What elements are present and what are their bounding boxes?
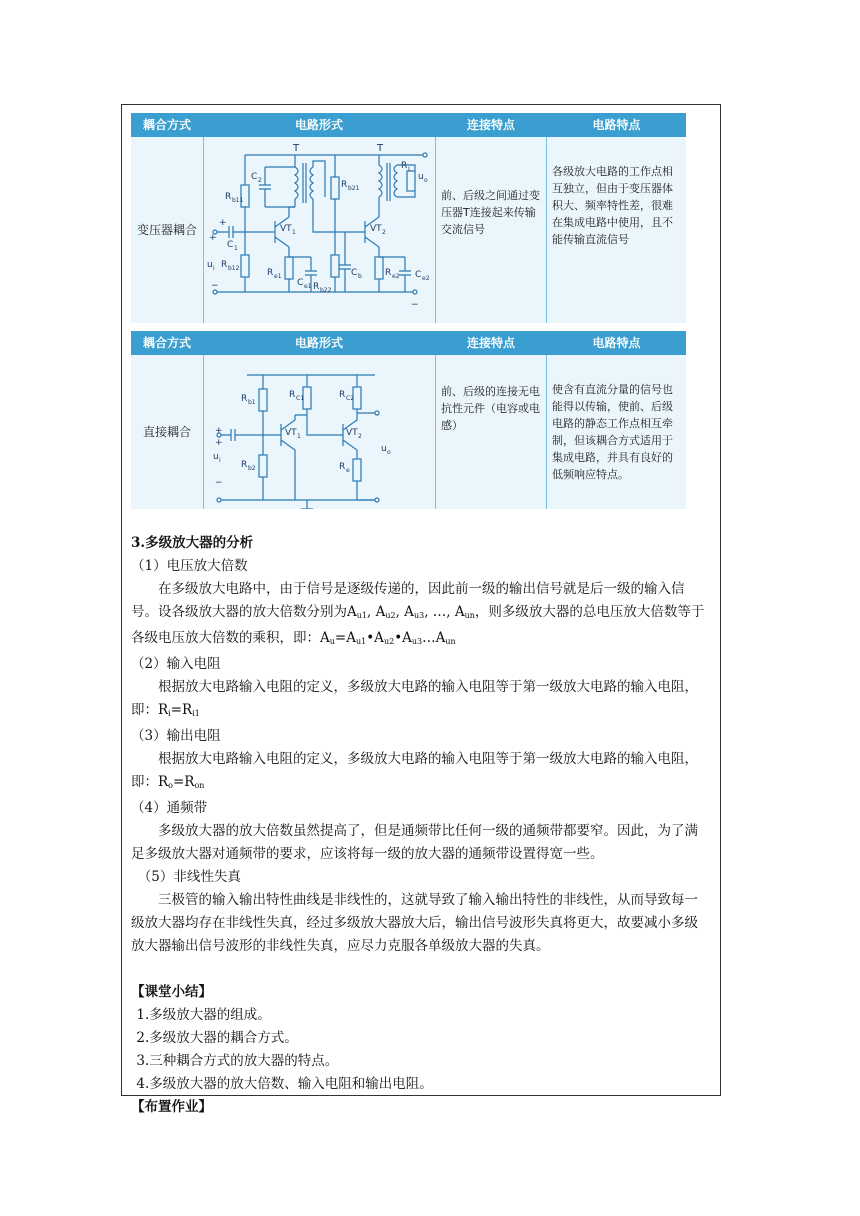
label-plus2: + bbox=[209, 233, 217, 243]
label-minus2: − bbox=[411, 300, 419, 310]
label-re2: R bbox=[385, 268, 392, 278]
connection-text: 前、后级之间通过变压器T连接起来传输交流信号 bbox=[441, 189, 540, 236]
label-ce1: C bbox=[297, 278, 304, 288]
row-label: 变压器耦合 bbox=[136, 223, 197, 237]
label-re: R bbox=[339, 462, 346, 472]
paragraph-input: 根据放大电路输入电阻的定义，多级放大电路的输入电阻等于第一级放大电路的输入电阻，即：$R_i=R_{i1}$ bbox=[131, 679, 698, 718]
label-cb: C bbox=[351, 268, 358, 278]
header-coupling: 耦合方式 bbox=[142, 336, 191, 350]
table-header bbox=[131, 331, 686, 355]
subsection-title-input: （2）输入电阻 bbox=[131, 656, 221, 672]
direct-coupled-circuit-diagram bbox=[205, 355, 435, 509]
features-text: 各级放大电路的工作点相互独立，但由于变压器体积大、频率特性差，很难在集成电路中使用，且不能传输直流信号 bbox=[552, 165, 673, 246]
label-rl: R bbox=[401, 161, 408, 171]
label-rc2: R bbox=[339, 390, 346, 400]
label-rb22-sub: b22 bbox=[320, 287, 332, 294]
label-rc1-sub: C1 bbox=[296, 395, 305, 402]
label-uo: u bbox=[418, 172, 424, 182]
label-rc2-sub: C2 bbox=[346, 395, 355, 402]
label-re2-sub: e2 bbox=[392, 273, 400, 280]
paragraph-output: 根据放大电路输入电阻的定义，多级放大电路的输入电阻等于第一级放大电路的输入电阻，即：$R_o=R_{on}$ bbox=[131, 751, 698, 790]
paragraph-bandwidth: 多级放大器的放大倍数虽然提高了，但是通频带比任何一级的通频带都要窄。因此，为了满足多级放大器对通频带的要求，应该将每一级的放大器的通频带设置得宽一些。 bbox=[131, 823, 698, 862]
label-re1-sub: e1 bbox=[274, 273, 282, 280]
label-rb1: R bbox=[241, 394, 248, 404]
label-vt2-sub: 2 bbox=[358, 433, 362, 440]
subsection-title-distortion: （5）非线性失真 bbox=[137, 869, 241, 885]
coupling-table-transformer bbox=[131, 113, 686, 323]
label-ui-sub: i bbox=[219, 457, 221, 464]
formula-output: $R_o=R_{on}$ bbox=[158, 774, 205, 790]
label-ce1-sub: e1 bbox=[304, 283, 312, 290]
summary-item: 3.三种耦合方式的放大器的特点。 bbox=[136, 1053, 339, 1069]
table-header bbox=[131, 113, 686, 137]
label-t1: T bbox=[293, 143, 300, 154]
summary-item: 1.多级放大器的组成。 bbox=[136, 1007, 271, 1023]
label-c2-sub: 2 bbox=[258, 177, 262, 184]
subsection-title-bandwidth: （4）通频带 bbox=[131, 800, 208, 816]
label-c2: C bbox=[251, 172, 258, 182]
label-ce2: C bbox=[415, 270, 422, 280]
label-vt2: VT bbox=[370, 224, 382, 234]
label-vt1-sub: 1 bbox=[292, 229, 296, 236]
header-coupling: 耦合方式 bbox=[142, 118, 191, 132]
label-rc1: R bbox=[289, 390, 296, 400]
paragraph-distortion: 三极管的输入输出特性曲线是非线性的，这就导致了输入输出特性的非线性，从而导致每一级放大器均存在非线性失真，经过多级放大器放大后，输出信号波形失真将更大，故要减小多级放大器输出信号波形的非线性失真，应尽力克服各单级放大器的失真。 bbox=[131, 892, 698, 954]
label-rb2-sub: b2 bbox=[248, 465, 256, 472]
label-rb12: R bbox=[221, 260, 228, 270]
label-c1-sub: 1 bbox=[234, 245, 238, 252]
label-ce2-sub: e2 bbox=[422, 275, 430, 282]
label-vt1-sub: 1 bbox=[297, 433, 301, 440]
features-text: 使含有直流分量的信号也能得以传输，使前、后级电路的静态工作点相互牵制，但该耦合方式适用于集成电路，并具有良好的低频响应特点。 bbox=[552, 383, 673, 481]
coupling-table-direct bbox=[131, 331, 686, 509]
formula-gain: $A_u=A_{u1}•A_{u2}•A_{u3}\dots A_{un}$ bbox=[320, 630, 456, 646]
label-ui-sub: i bbox=[213, 265, 215, 272]
label-rb22: R bbox=[313, 282, 320, 292]
label-rb11: R bbox=[225, 192, 232, 202]
label-minus: − bbox=[215, 478, 223, 488]
header-circuit: 电路形式 bbox=[294, 118, 343, 132]
analysis-section bbox=[131, 532, 711, 1119]
label-ui: u bbox=[207, 260, 213, 270]
label-ui: u bbox=[213, 452, 219, 462]
summary-item: 2.多级放大器的耦合方式。 bbox=[136, 1030, 298, 1046]
row-label: 直接耦合 bbox=[142, 425, 191, 439]
homework-heading: 【布置作业】 bbox=[131, 1099, 212, 1115]
label-c1: C bbox=[227, 240, 234, 250]
subsection-title-gain: （1）电压放大倍数 bbox=[131, 558, 248, 574]
label-vt2: VT bbox=[346, 428, 358, 438]
label-uo-sub: o bbox=[387, 449, 391, 456]
label-vt2-sub: 2 bbox=[382, 229, 386, 236]
label-rb21-sub: b21 bbox=[348, 185, 360, 192]
section-heading: 3.多级放大器的分析 bbox=[131, 535, 254, 551]
label-re-sub: e bbox=[346, 467, 350, 474]
label-rb1-sub: b1 bbox=[248, 399, 256, 406]
label-rb11-sub: b11 bbox=[232, 197, 244, 204]
transformer-coupled-circuit-diagram bbox=[205, 137, 435, 323]
label-rl-sub: L bbox=[408, 166, 412, 173]
summary-item: 4.多级放大器的放大倍数、输入电阻和输出电阻。 bbox=[136, 1076, 433, 1092]
header-circuit: 电路形式 bbox=[294, 336, 343, 350]
header-features: 电路特点 bbox=[592, 118, 641, 132]
header-connection: 连接特点 bbox=[466, 118, 515, 132]
label-cb-sub: b bbox=[358, 273, 362, 280]
label-minus1: − bbox=[211, 281, 219, 291]
label-vt1: VT bbox=[285, 428, 297, 438]
summary-heading: 【课堂小结】 bbox=[131, 984, 212, 1000]
header-connection: 连接特点 bbox=[466, 336, 515, 350]
label-uo-sub: o bbox=[424, 177, 428, 184]
label-plus1: + bbox=[219, 218, 227, 228]
label-plus1: + bbox=[215, 426, 223, 436]
label-rb2: R bbox=[241, 460, 248, 470]
label-rb12-sub: b12 bbox=[228, 265, 240, 272]
paragraph-gain: 在多级放大电路中，由于信号是逐级传递的，因此前一级的输出信号就是后一级的输入信号。设各级放大器的放大倍数分别为$A_{u1}$, $A_{u2}$, $A_{u3}$, …, $A_{un}$，则多级放大器的总电压放大倍数等于各级电压放大倍数的乘积，即：$A_u=A_{u1}•A_{u2}•A_{u3}\dots A_{un}$ bbox=[131, 581, 705, 646]
label-uo: u bbox=[381, 444, 387, 454]
header-features: 电路特点 bbox=[592, 336, 641, 350]
label-re1: R bbox=[267, 268, 274, 278]
subsection-title-output: （3）输出电阻 bbox=[131, 728, 221, 744]
label-plus2: + bbox=[215, 438, 223, 448]
label-vt1: VT bbox=[280, 224, 292, 234]
connection-text: 前、后级的连接无电抗性元件（电容或电感） bbox=[441, 385, 540, 432]
formula-input: $R_i=R_{i1}$ bbox=[158, 702, 200, 718]
label-t2: T bbox=[377, 143, 384, 154]
label-rb21: R bbox=[341, 180, 348, 190]
